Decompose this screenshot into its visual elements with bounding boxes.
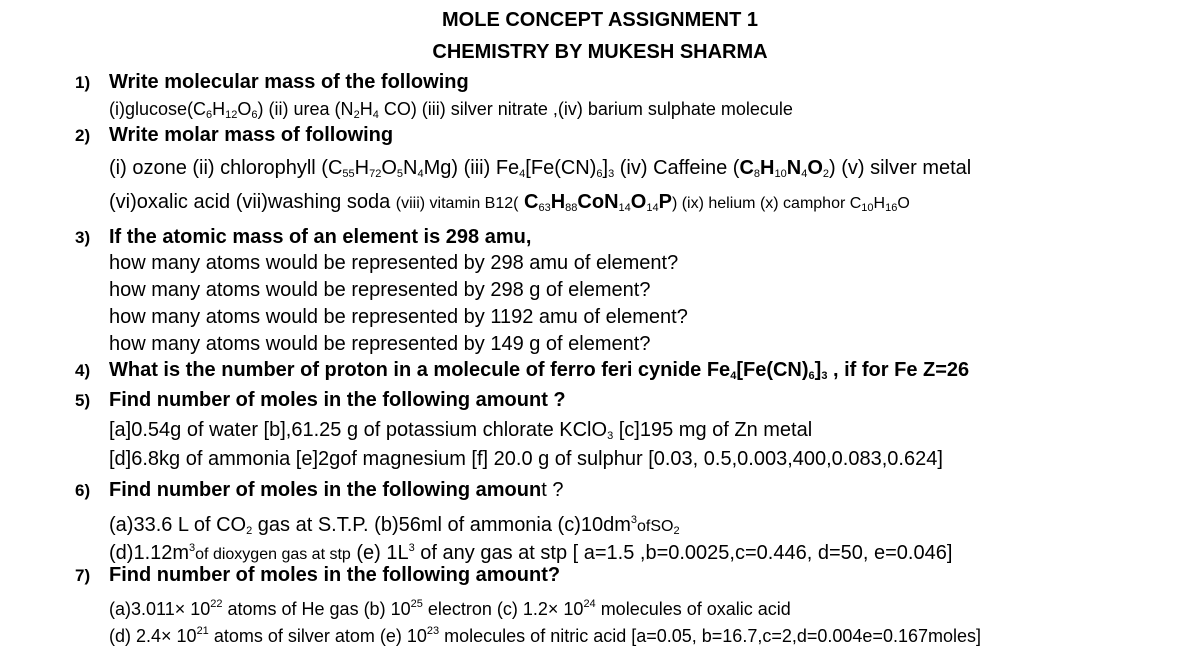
supscript-text: 3 — [189, 542, 196, 554]
text-segment: ofSO — [637, 518, 674, 535]
text-segment: Mg) (iii) Fe — [423, 157, 520, 179]
text-segment: N — [403, 157, 418, 179]
text-segment: O — [630, 191, 647, 213]
subscript-text: 3 — [821, 370, 828, 382]
subscript-text: 5 — [396, 168, 404, 180]
text-segment: [a]0.54g of water [b],61.25 g of potassium chlorate KClO — [109, 419, 608, 441]
subscript-text: 6 — [251, 109, 258, 121]
text-segment: CoN — [577, 191, 619, 213]
text-segment: O — [807, 157, 823, 179]
supscript-text: 3 — [408, 542, 415, 554]
question-heading — [109, 225, 531, 249]
text-segment: ] — [814, 359, 822, 381]
text-segment: (vi)oxalic acid (vii)washing soda — [109, 191, 396, 213]
text-segment: (i)glucose(C — [109, 99, 207, 119]
question-text — [109, 418, 812, 448]
question-number: 3) — [75, 228, 91, 247]
supscript-text: 22 — [210, 598, 223, 610]
text-segment: [Fe(CN) — [525, 157, 597, 179]
text-segment: C — [739, 157, 754, 179]
question-number: 6) — [75, 481, 91, 500]
subscript-text: 14 — [646, 202, 659, 214]
text-segment: gas at S.T.P. (b)56ml of ammonia (c)10dm — [252, 514, 631, 536]
text-segment: Write molar mass of following — [109, 124, 394, 146]
subscript-text: 10 — [774, 168, 787, 180]
question-text — [109, 278, 650, 302]
supscript-text: 21 — [196, 625, 209, 637]
text-segment: , if for Fe Z=26 — [827, 359, 970, 381]
subscript-text: 3 — [608, 168, 615, 180]
text-segment: P — [658, 191, 672, 213]
subscript-text: 72 — [369, 168, 382, 180]
supscript-text: 25 — [410, 598, 423, 610]
text-segment: (iv) Caffeine ( — [614, 157, 740, 179]
subscript-text: 12 — [225, 109, 238, 121]
question-text — [109, 619, 981, 648]
question-heading — [109, 563, 560, 587]
subscript-text: 4 — [801, 168, 808, 180]
question-text — [109, 305, 688, 329]
text-segment: H — [354, 157, 370, 179]
text-segment: (viii) vitamin B12( — [395, 195, 519, 212]
subscript-text: 2 — [822, 168, 829, 180]
text-segment: H — [550, 191, 566, 213]
supscript-text: 24 — [583, 598, 596, 610]
text-segment: of any gas at stp [ a=1.5 ,b=0.0025,c=0.446, d=50, e=0.046] — [414, 542, 953, 564]
text-segment: O — [237, 99, 252, 119]
text-segment: how many atoms would be represented by 298 g of element? — [109, 279, 651, 301]
question-number: 1) — [75, 73, 91, 92]
question-heading — [109, 388, 566, 412]
text-segment: (i) ozone (ii) chlorophyll (C — [109, 157, 343, 179]
subscript-text: 4 — [519, 168, 526, 180]
text-segment: ] — [602, 157, 609, 179]
subscript-text: 63 — [538, 202, 551, 214]
question-heading — [109, 358, 969, 388]
supscript-text: 23 — [426, 625, 440, 637]
text-segment: atoms of silver atom (e) 10 — [208, 626, 427, 646]
question-text — [109, 447, 943, 471]
subscript-text: 8 — [753, 168, 761, 180]
text-segment: O — [897, 195, 910, 212]
subscript-text: 16 — [885, 202, 898, 214]
subscript-text: 6 — [206, 109, 213, 121]
text-segment: Find number of moles in the following amount ? — [109, 389, 566, 411]
document-title: MOLE CONCEPT ASSIGNMENT 1 — [442, 9, 758, 31]
subscript-text: 4 — [730, 370, 737, 382]
text-segment: of dioxygen gas at stp — [195, 546, 351, 563]
text-segment: Find number of moles in the following amoun — [109, 479, 542, 501]
text-segment: ) (v) silver metal — [829, 157, 972, 179]
text-segment: H — [873, 195, 886, 212]
subscript-text: 2 — [353, 109, 360, 121]
subscript-text: 2 — [673, 525, 680, 537]
text-segment: If the atomic mass of an element is 298 amu, — [109, 226, 532, 248]
subscript-text: 14 — [618, 202, 631, 214]
text-segment: H — [212, 99, 226, 119]
subscript-text: 4 — [372, 109, 379, 121]
supscript-text: 3 — [630, 514, 638, 526]
subscript-text: 55 — [342, 168, 355, 180]
subscript-text: 2 — [246, 525, 253, 537]
subscript-text: 88 — [565, 202, 578, 214]
text-segment: how many atoms would be represented by 298 amu of element? — [109, 252, 679, 274]
text-segment: C — [518, 191, 539, 213]
text-segment: molecules of oxalic acid — [595, 599, 791, 619]
text-segment: (d) 2.4× 10 — [109, 626, 197, 646]
text-segment: [c]195 mg of Zn metal — [613, 419, 813, 441]
text-segment: electron (c) 1.2× 10 — [422, 599, 584, 619]
question-heading — [109, 123, 393, 147]
text-segment: (a)3.011× 10 — [109, 599, 211, 619]
question-number: 2) — [75, 126, 91, 145]
text-segment: how many atoms would be represented by 149 g of element? — [109, 333, 651, 355]
subscript-text: 6 — [808, 370, 815, 382]
question-number: 7) — [75, 566, 91, 585]
subscript-text: 10 — [861, 202, 874, 214]
subscript-text: 3 — [607, 430, 614, 442]
text-segment: Find number of moles in the following amount? — [109, 564, 561, 586]
question-number: 5) — [75, 391, 91, 410]
text-segment: CO) (iii) silver nitrate ,(iv) barium sulphate molecule — [378, 99, 793, 119]
text-segment: (d)1.12m — [109, 542, 190, 564]
question-text — [109, 592, 791, 621]
question-heading — [109, 70, 469, 94]
document-subtitle: CHEMISTRY BY MUKESH SHARMA — [432, 41, 768, 63]
text-segment: (e) 1L — [350, 542, 409, 564]
subscript-text: 6 — [596, 168, 603, 180]
text-segment: ) (ii) urea (N — [257, 99, 354, 119]
text-segment: (a)33.6 L of CO — [109, 514, 247, 536]
question-number: 4) — [75, 361, 91, 380]
subscript-text: 4 — [417, 168, 424, 180]
text-segment: how many atoms would be represented by 1192 amu of element? — [109, 306, 688, 328]
question-text — [109, 332, 650, 356]
text-segment: O — [381, 157, 397, 179]
text-segment: t ? — [541, 479, 564, 501]
text-segment: H — [760, 157, 775, 179]
question-text — [109, 156, 971, 186]
text-segment: [d]6.8kg of ammonia [e]2gof magnesium [f] 20.0 g of sulphur [0.03, 0.5,0.003,400,0.083,0.624] — [109, 448, 943, 470]
text-segment: ) (ix) helium (x) camphor C — [671, 195, 862, 212]
text-segment: Write molecular mass of the following — [109, 71, 469, 93]
text-segment: atoms of He gas (b) 10 — [222, 599, 411, 619]
question-heading — [109, 478, 563, 502]
question-text — [109, 251, 678, 275]
text-segment: [Fe(CN) — [736, 359, 809, 381]
text-segment: N — [786, 157, 802, 179]
text-segment: molecules of nitric acid [a=0.05, b=16.7,c=2,d=0.004e=0.167moles] — [439, 626, 982, 646]
text-segment: What is the number of proton in a molecule of ferro feri cynide Fe — [109, 359, 731, 381]
text-segment: H — [359, 99, 373, 119]
question-text — [109, 190, 910, 220]
